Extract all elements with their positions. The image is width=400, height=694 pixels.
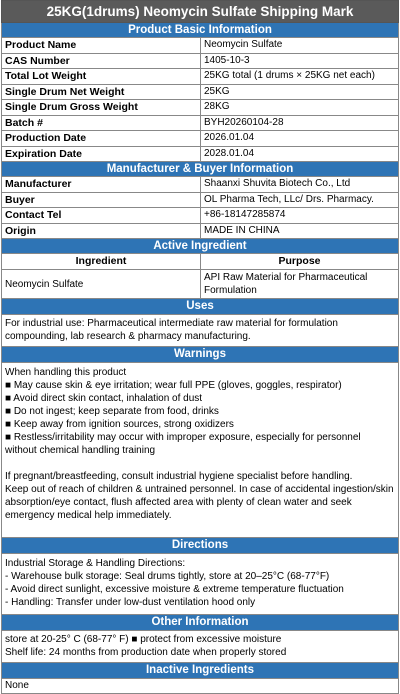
- info-value: 28KG: [204, 101, 230, 112]
- warning-line: [5, 457, 394, 470]
- uses-body: [1, 315, 399, 347]
- ingredient-purpose: [201, 270, 398, 298]
- info-label: Product Name: [2, 38, 201, 53]
- info-label: Production Date: [2, 131, 201, 146]
- warning-line: ■ Do not ingest; keep separate from food, drinks: [5, 406, 219, 417]
- warning-line: ■ Keep away from ignition sources, strong oxidizers: [5, 419, 234, 430]
- uses-line: For industrial use: Pharmaceutical intermediate raw material for formulation: [5, 318, 338, 329]
- warning-line: ■ Restless/irritability may occur with improper exposure, especially for personnel: [5, 432, 361, 443]
- info-row: [1, 131, 399, 147]
- section-header-warnings: Warnings: [1, 347, 399, 363]
- warning-line: If pregnant/breastfeeding, consult industrial hygiene specialist before handling.: [5, 471, 353, 482]
- warning-line: absorption/eye contact, flush affected area with plenty of clean water and seek: [5, 497, 352, 508]
- info-value: 25KG: [204, 85, 230, 97]
- info-value: Shaanxi Shuvita Biotech Co., Ltd: [204, 178, 351, 189]
- info-row: [1, 54, 399, 70]
- info-row: [1, 116, 399, 132]
- warning-line: ■ May cause skin & eye irritation; wear full PPE (gloves, goggles, respirator): [5, 380, 342, 391]
- direction-line: - Warehouse bulk storage: Seal drums tightly, store at 20–25°C (68-77°F): [5, 571, 330, 582]
- info-label: Expiration Date: [2, 147, 201, 162]
- column-header-purpose: Purpose: [278, 255, 321, 267]
- section-header-manufacturer: Manufacturer & Buyer Information: [1, 162, 399, 177]
- warning-line: When handling this product: [5, 367, 127, 378]
- column-header-ingredient: Ingredient: [2, 254, 201, 269]
- warning-line: ■ Avoid direct skin contact, inhalation of dust: [5, 393, 203, 404]
- info-label: Batch #: [2, 116, 201, 131]
- warning-line: Keep out of reach of children & untrained personnel. In case of accidental ingestion/skin: [5, 484, 394, 495]
- info-label: Total Lot Weight: [2, 69, 201, 84]
- info-label: Contact Tel: [2, 208, 201, 223]
- active-ingredient-row: [1, 270, 399, 299]
- info-value: 25KG total (1 drums × 25KG net each): [204, 70, 375, 81]
- info-label: Origin: [2, 224, 201, 239]
- info-row: [1, 208, 399, 224]
- manufacturer-info-table: [1, 177, 399, 239]
- other-info-body: [1, 631, 399, 663]
- info-row: [1, 224, 399, 240]
- purpose-line: API Raw Material for Pharmaceutical: [204, 272, 368, 283]
- info-label: Manufacturer: [2, 177, 201, 192]
- info-row: [1, 38, 399, 54]
- section-header-basic: Product Basic Information: [1, 23, 399, 38]
- inactive-body: [1, 679, 399, 694]
- direction-line: - Handling: Transfer under low-dust ventilation hood only: [5, 597, 256, 608]
- other-info-line: Shelf life: 24 months from production date when properly stored: [5, 647, 287, 658]
- info-value: MADE IN CHINA: [204, 224, 280, 236]
- info-label: CAS Number: [2, 54, 201, 69]
- info-row: [1, 69, 399, 85]
- sheet-title: 25KG(1drums) Neomycin Sulfate Shipping Mark: [1, 0, 399, 23]
- info-value: 2028.01.04: [204, 147, 255, 159]
- section-header-other: Other Information: [1, 615, 399, 631]
- section-header-inactive: Inactive Ingredients: [1, 663, 399, 679]
- section-header-directions: Directions: [1, 538, 399, 554]
- purpose-line: Formulation: [204, 285, 257, 296]
- section-header-active: Active Ingredient: [1, 239, 399, 254]
- info-label: Single Drum Gross Weight: [2, 100, 201, 115]
- inactive-value: None: [5, 680, 29, 691]
- info-row: [1, 147, 399, 163]
- info-label: Single Drum Net Weight: [2, 85, 201, 100]
- basic-info-table: [1, 38, 399, 162]
- directions-body: [1, 554, 399, 615]
- section-header-uses: Uses: [1, 299, 399, 315]
- info-row: [1, 85, 399, 101]
- warnings-body: [1, 363, 399, 538]
- info-row: [1, 193, 399, 209]
- info-value: 1405-10-3: [204, 54, 250, 66]
- shipping-mark-sheet: [1, 0, 399, 694]
- direction-line: Industrial Storage & Handling Directions:: [5, 558, 186, 569]
- info-value: +86-18147285874: [204, 209, 286, 220]
- info-value: BYH20260104-28: [204, 116, 284, 128]
- info-value: OL Pharma Tech, LLc/ Drs. Pharmacy.: [204, 193, 374, 205]
- info-value: Neomycin Sulfate: [204, 39, 283, 50]
- ingredient-name: Neomycin Sulfate: [2, 270, 201, 298]
- active-table-header: [1, 254, 399, 270]
- info-row: [1, 100, 399, 116]
- uses-line: compounding, lab research & pharmacy manufacturing.: [5, 331, 251, 342]
- other-info-line: store at 20-25° C (68-77° F) ■ protect from excessive moisture: [5, 634, 282, 645]
- info-row: [1, 177, 399, 193]
- info-label: Buyer: [2, 193, 201, 208]
- warning-line: without chemical handling training: [5, 445, 156, 456]
- direction-line: - Avoid direct sunlight, excessive moisture & extreme temperature fluctuation: [5, 584, 344, 595]
- warning-line: emergency medical help immediately.: [5, 510, 172, 521]
- info-value: 2026.01.04: [204, 132, 255, 143]
